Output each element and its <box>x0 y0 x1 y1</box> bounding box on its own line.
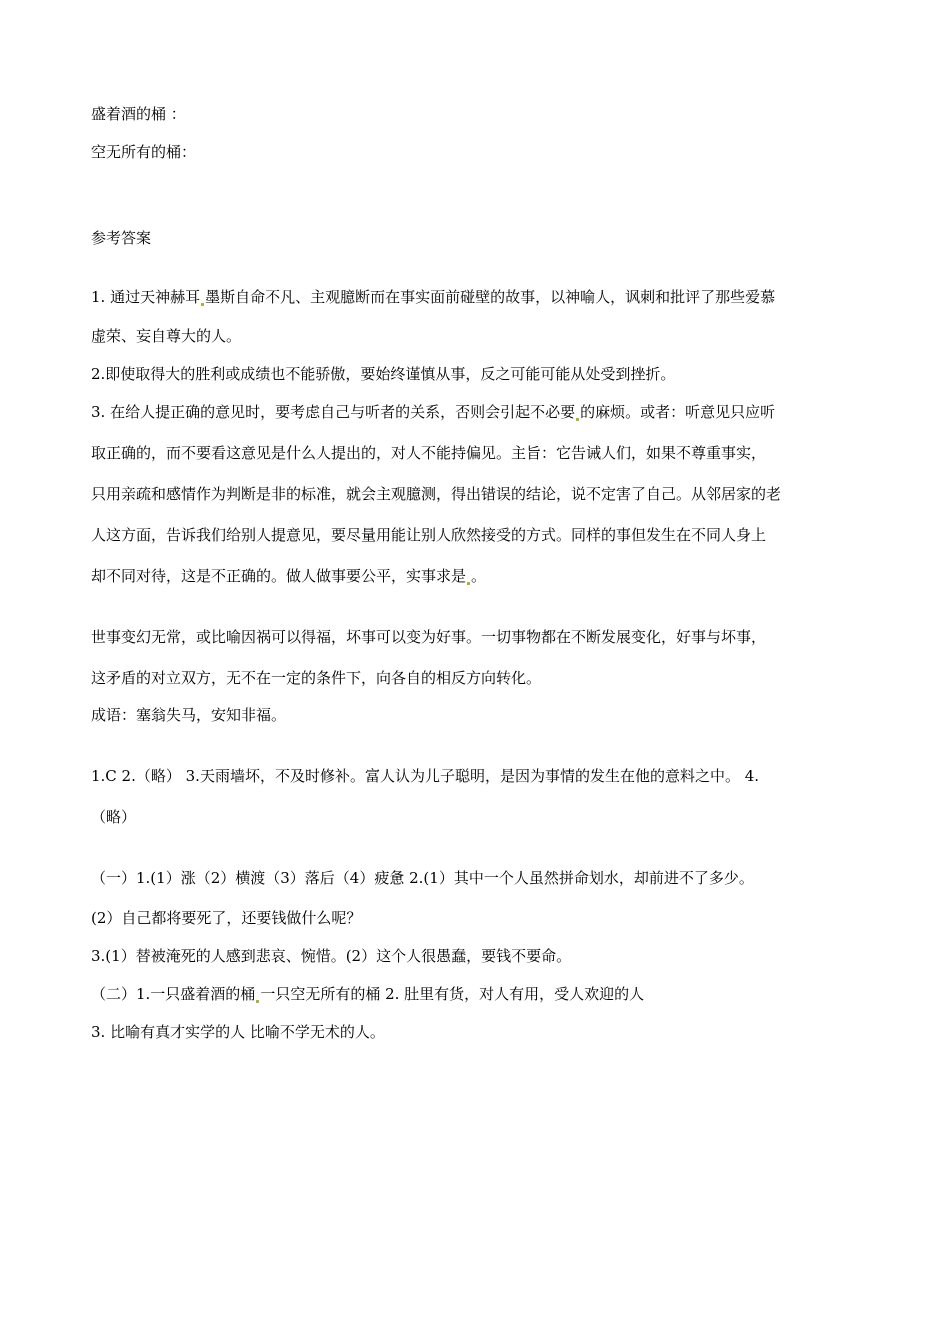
answer-paragraph-line: (2）自己都将要死了，还要钱做什么呢？ <box>91 909 362 927</box>
marker-dot <box>256 1000 259 1003</box>
answer-paragraph-line: （一）1.(1）涨（2）横渡（3）落后（4）疲惫 2.(1）其中一个人虽然拼命划水，却前进不了多少。 <box>91 869 754 887</box>
answer-paragraph-line: 却不同对待，这是不正确的。做人做事要公平，实事求是 。 <box>91 567 487 585</box>
marker-dot <box>467 582 470 585</box>
answer-paragraph-line: 1.C 2.（略） 3.天雨墙坏，不及时修补。富人认为儿子聪明，是因为事情的发生在他的意料之中。 4. <box>91 767 760 785</box>
answer-paragraph-line: 3.(1）替被淹死的人感到悲哀、惋惜。(2）这个人很愚蠢，要钱不要命。 <box>91 947 572 965</box>
answer-paragraph-line: 人这方面，告诉我们给别人提意见，要尽量用能让别人欣然接受的方式。同样的事但发生在不同人身上 <box>91 526 767 544</box>
answer-paragraph-line: 1. 通过天神赫耳 墨斯自命不凡、主观臆断而在事实面前碰壁的故事，以神喻人，讽刺和批评了那些爱慕 <box>91 288 776 306</box>
answer-paragraph-line: 3. 比喻有真才实学的人 比喻不学无术的人。 <box>91 1023 385 1041</box>
answer-paragraph-line: 世事变幻无常，或比喻因祸可以得福，坏事可以变为好事。一切事物都在不断发展变化，好事与坏事， <box>91 628 767 646</box>
marker-dot <box>201 303 204 306</box>
answer-paragraph-line: （二）1.一只盛着酒的桶 一只空无所有的桶 2. 肚里有货，对人有用，受人欢迎的人 <box>91 985 645 1003</box>
answer-paragraph-line: 虚荣、妄自尊大的人。 <box>91 327 242 345</box>
marker-dot <box>576 418 579 421</box>
question-line-full-bucket: 盛着酒的桶 ： <box>91 105 186 123</box>
answer-paragraph-line: （略） <box>91 808 137 826</box>
answer-paragraph-line: 只用亲疏和感情作为判断是非的标准，就会主观臆测，得出错误的结论，说不定害了自己。从邻居家的老 <box>91 485 782 503</box>
answer-paragraph-line: 这矛盾的对立双方，无不在一定的条件下，向各自的相反方向转化。 <box>91 669 542 687</box>
answer-paragraph-line: 取正确的，而不要看这意见是什么人提出的，对人不能持偏见。主旨：它告诫人们，如果不尊重事实， <box>91 444 767 462</box>
answer-paragraph-line: 3. 在给人提正确的意见时，要考虑自己与听者的关系，否则会引起不必要 的麻烦。或者：听意见只应听 <box>91 403 776 421</box>
section-heading-answers: 参考答案 <box>91 229 152 247</box>
answer-paragraph-line: 2.即使取得大的胜利或成绩也不能骄傲，要始终谨慎从事，反之可能可能从处受到挫折。 <box>91 365 676 383</box>
answer-paragraph-line: 成语：塞翁失马，安知非福。 <box>91 706 287 724</box>
question-line-empty-bucket: 空无所有的桶： <box>91 143 197 161</box>
